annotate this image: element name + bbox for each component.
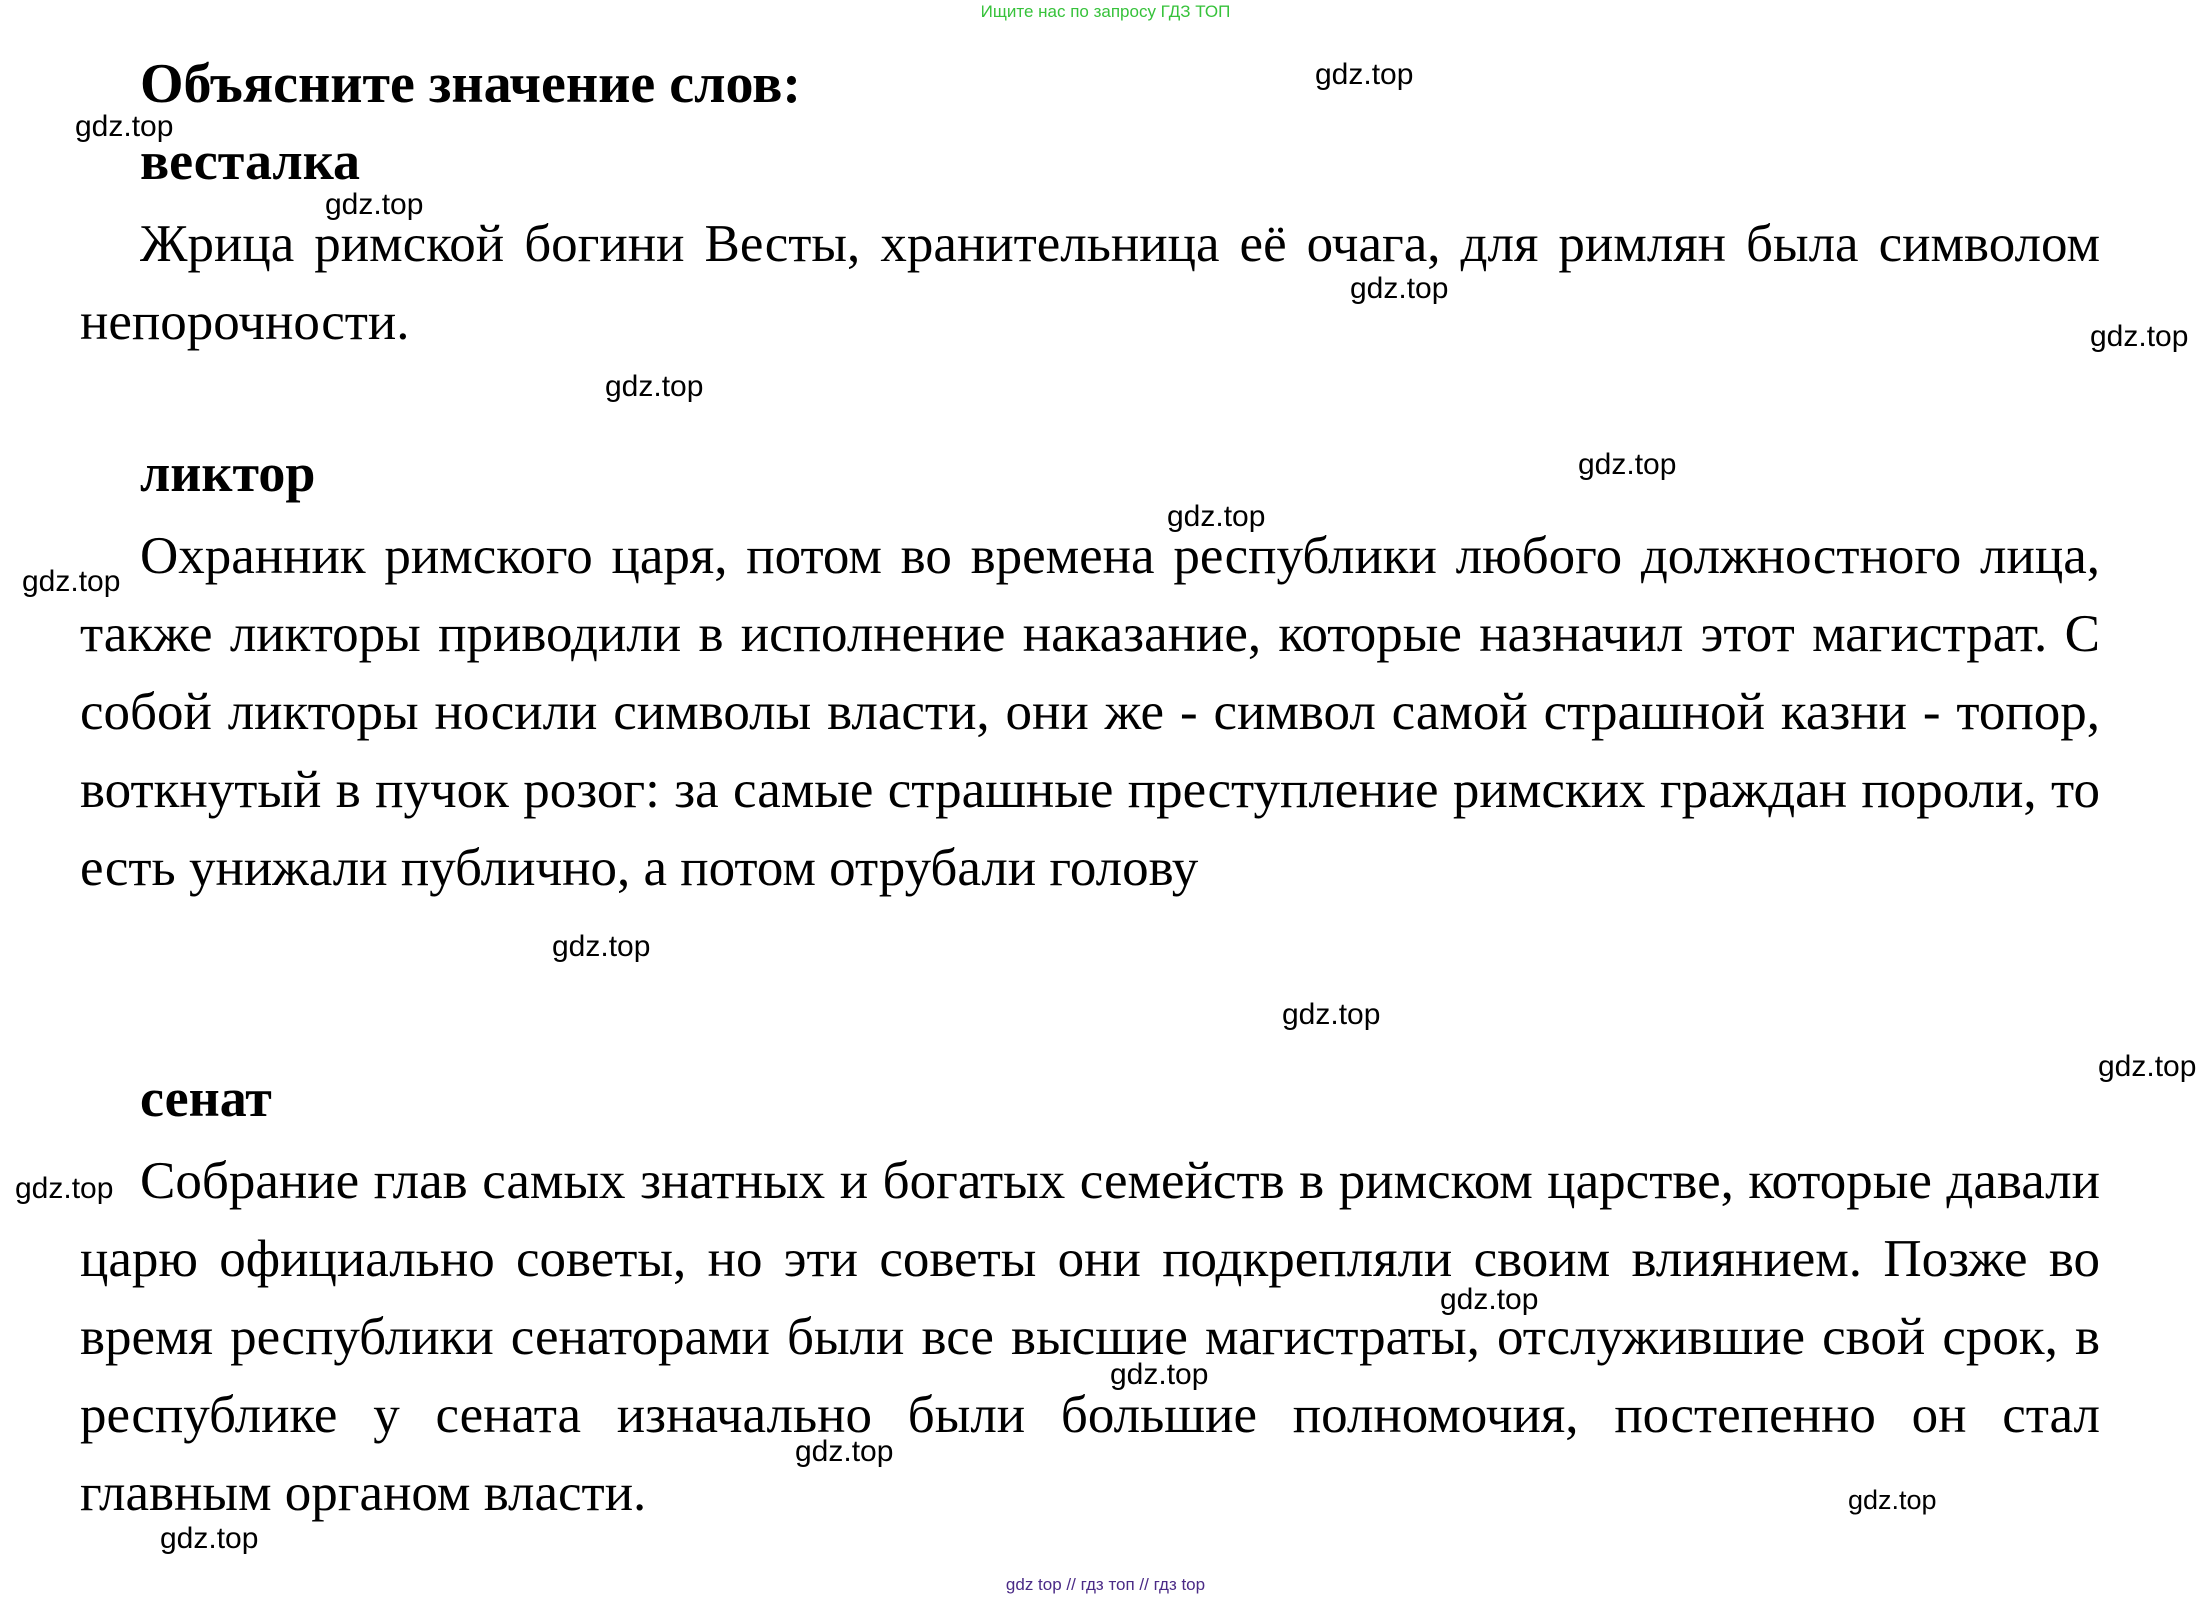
definition-senat: Собрание глав самых знатных и богатых семейств в римском царстве, которые давали царю официально советы, но эти советы они подкрепляли своим влиянием. Позже во время республики сенаторами были все высшие магистраты, отслужившие свой срок, в республике у сената изначально были большие полномочия, постепенно он стал главным органом власти. — [80, 1152, 2100, 1522]
definition-vestalka: Жрица римской богини Весты, хранительница её очага, для римлян была символом непорочности. — [80, 215, 2100, 351]
definition-liktor: Охранник римского царя, потом во времена республики любого должностного лица, также ликторы приводили в исполнение наказание, которые назначил этот магистрат. С собой ликторы носили символы власти, они же - символ самой страшной казни - топор, воткнутый в пучок розог: за самые страшные преступление римских граждан пороли, то есть унижали публично, а потом отрубали голову — [80, 527, 2100, 897]
watermark: gdz.top — [795, 1435, 894, 1468]
term-heading-senat: сенат — [140, 1068, 272, 1128]
watermark: gdz.top — [160, 1522, 259, 1555]
watermark: gdz.top — [1578, 448, 1677, 481]
watermark: gdz.top — [15, 1172, 114, 1205]
watermark: gdz.top — [1315, 58, 1414, 91]
watermark: gdz.top — [1350, 272, 1449, 305]
top-notice: Ищите нас по запросу ГДЗ ТОП — [980, 2, 1231, 21]
watermark: gdz.top — [2090, 320, 2189, 353]
watermark: gdz.top — [22, 565, 121, 598]
watermark: gdz.top — [1440, 1283, 1539, 1316]
footer-text: gdz top // гдз топ // гдз top — [1005, 1575, 1206, 1594]
watermark: gdz.top — [1282, 998, 1381, 1031]
watermark: gdz.top — [1167, 500, 1266, 533]
watermark: gdz.top — [552, 930, 651, 963]
watermark: gdz.top — [1110, 1358, 1209, 1391]
watermark: gdz.top — [75, 110, 174, 143]
page-title: Объясните значение слов: — [140, 53, 801, 115]
watermark: gdz.top — [605, 370, 704, 403]
watermark: gdz.top — [1848, 1485, 1937, 1515]
term-heading-liktor: ликтор — [140, 443, 316, 503]
watermark: gdz.top — [325, 188, 424, 221]
term-heading-vestalka: весталка — [140, 131, 361, 191]
watermark: gdz.top — [2098, 1050, 2197, 1083]
